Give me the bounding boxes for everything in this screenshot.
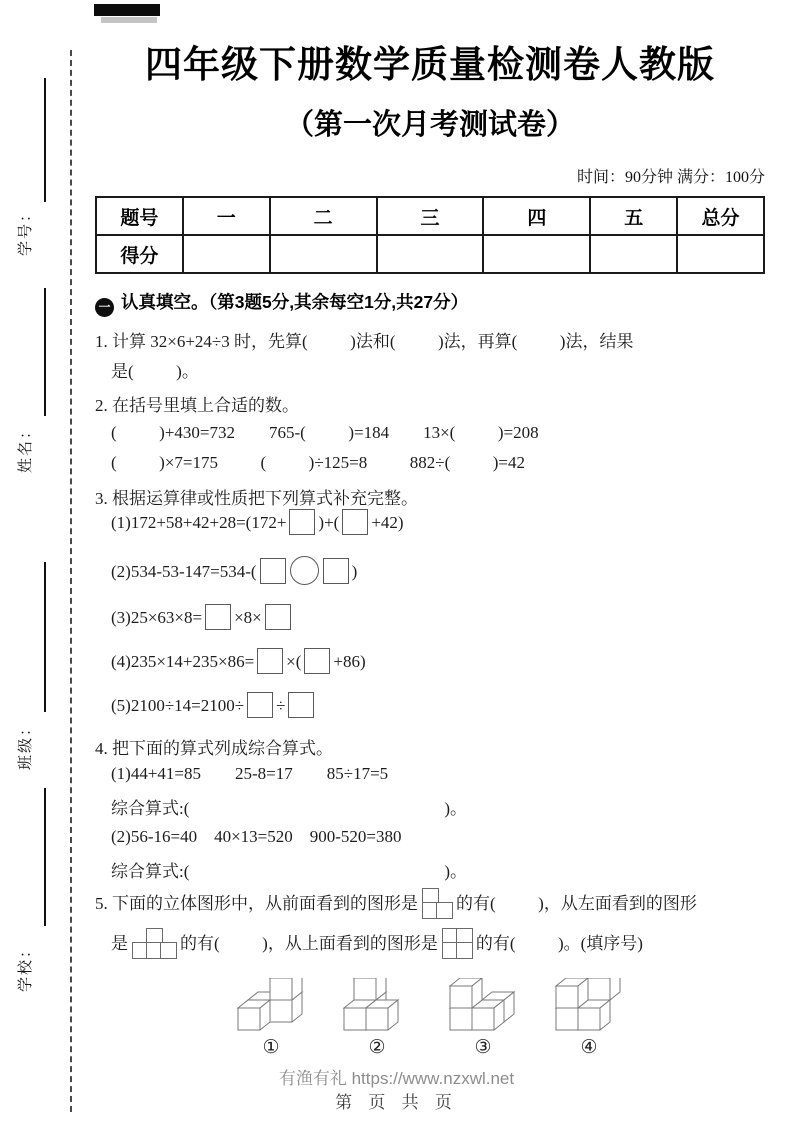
cube-face xyxy=(588,978,610,1000)
view-shape-cell xyxy=(160,942,177,959)
margin-write-line xyxy=(44,788,46,926)
score-cell xyxy=(270,235,377,273)
question-4-answer-1: 综合算式:( )。 xyxy=(111,799,468,818)
page-title: 四年级下册数学质量检测卷人教版 xyxy=(145,44,715,85)
answer-box xyxy=(289,509,315,535)
question-3-item-3: (3)25×63×8= ×8× xyxy=(111,604,793,630)
cube-figure-drawing xyxy=(445,978,521,1034)
question-5-line-2: 是 的有( )，从上面看到的图形是 的有( )。(填序号) xyxy=(111,928,793,958)
cube-face xyxy=(556,986,578,1008)
margin-write-line xyxy=(44,288,46,416)
view-shape xyxy=(132,928,176,958)
footer-watermark: 有渔有礼 https://www.nzxwl.net xyxy=(278,1069,515,1088)
binding-mark xyxy=(94,4,160,16)
question-2-line-2: ( )×7=175 ( )÷125=8 882÷( )=42 xyxy=(111,453,525,472)
cube-figures-row xyxy=(95,978,765,1058)
exam-info: 时间：90分钟 满分：100分 xyxy=(576,169,765,186)
figure-label: ③ xyxy=(474,1036,492,1058)
page-subtitle: （第一次月考测试卷） xyxy=(284,109,575,141)
margin-field-label: 学校： xyxy=(18,940,34,992)
question-4-group-1: (1)44+41=85 25-8=17 85÷17=5 xyxy=(111,764,389,783)
margin-field-label: 姓名： xyxy=(18,421,34,473)
answer-box xyxy=(247,692,273,718)
cube-figure xyxy=(339,978,415,1058)
score-header-cell: 三 xyxy=(377,197,484,235)
question-3-title: 3. 根据运算律或性质把下列算式补充完整。 xyxy=(95,489,418,508)
cube-face xyxy=(366,1008,388,1030)
section-1-heading xyxy=(95,289,468,317)
figure-label: ② xyxy=(368,1036,386,1058)
cube-face xyxy=(578,1008,600,1030)
score-table-score-row xyxy=(96,235,764,273)
score-table xyxy=(95,196,765,274)
question-3-item-4: (4)235×14+235×86= ×( +86) xyxy=(111,648,793,674)
question-2-line-1: ( )+430=732 765-( )=184 13×( )=208 xyxy=(111,423,539,442)
question-3-item-2: (2)534-53-147=534-( ) xyxy=(111,556,793,585)
figure-label: ① xyxy=(262,1036,280,1058)
cube-face xyxy=(556,1008,578,1030)
score-header-cell: 二 xyxy=(270,197,377,235)
footer-page-info: 第 页 共 页 xyxy=(335,1093,458,1112)
cube-figure xyxy=(445,978,521,1058)
score-cell xyxy=(590,235,677,273)
cube-face xyxy=(238,1008,260,1030)
score-header-cell: 总分 xyxy=(677,197,764,235)
answer-box xyxy=(265,604,291,630)
question-1-line-2: 是( )。 xyxy=(111,362,199,381)
cube-figure xyxy=(233,978,309,1058)
question-4-title: 4. 把下面的算式列成综合算式。 xyxy=(95,739,333,758)
view-shape xyxy=(422,888,452,918)
cube-face xyxy=(450,1008,472,1030)
margin-field-label: 班级： xyxy=(18,718,34,770)
score-table-header-row xyxy=(96,197,764,235)
operator-circle xyxy=(290,556,319,585)
section-1-title: 认真填空。（第3题5分,其余每空1分,共27分） xyxy=(121,292,469,312)
view-shape xyxy=(442,928,472,958)
question-5-line-1: 5. 下面的立体图形中，从前面看到的图形是 的有( )，从左面看到的图形 xyxy=(95,888,785,918)
question-1-line-1: 1. 计算 32×6+24÷3 时，先算( )法和( )法，再算( )法，结果 xyxy=(95,332,634,351)
view-shape-cell xyxy=(436,902,453,919)
answer-box xyxy=(260,558,286,584)
cube-face xyxy=(354,978,376,1000)
cube-face xyxy=(610,978,620,1000)
question-4-group-2: (2)56-16=40 40×13=520 900-520=380 xyxy=(111,827,402,846)
score-cell xyxy=(483,235,590,273)
figure-label: ④ xyxy=(580,1036,598,1058)
cube-face xyxy=(270,1000,292,1022)
cube-face xyxy=(344,1008,366,1030)
answer-box xyxy=(323,558,349,584)
cube-face xyxy=(450,986,472,1008)
score-header-cell: 五 xyxy=(590,197,677,235)
margin-field-label: 学号： xyxy=(18,204,34,256)
binding-mark-shadow xyxy=(101,17,157,23)
score-header-cell: 四 xyxy=(483,197,590,235)
seal-dashed-line xyxy=(70,50,72,1112)
score-header-cell: 一 xyxy=(183,197,270,235)
question-3-item-5: (5)2100÷14=2100÷ ÷ xyxy=(111,692,793,718)
question-2-title: 2. 在括号里填上合适的数。 xyxy=(95,396,299,415)
answer-box xyxy=(288,692,314,718)
answer-box xyxy=(257,648,283,674)
margin-write-line xyxy=(44,78,46,202)
cube-face xyxy=(472,1008,494,1030)
score-cell xyxy=(183,235,270,273)
question-4-answer-2: 综合算式:( )。 xyxy=(111,862,468,881)
cube-figure-drawing xyxy=(233,978,309,1034)
score-cell xyxy=(377,235,484,273)
margin-write-line xyxy=(44,562,46,712)
cube-face xyxy=(270,978,292,1000)
answer-box xyxy=(304,648,330,674)
score-row-label: 得分 xyxy=(96,235,183,273)
answer-box xyxy=(342,509,368,535)
view-shape-cell xyxy=(456,942,473,959)
score-cell xyxy=(677,235,764,273)
score-header-cell: 题号 xyxy=(96,197,183,235)
section-number-icon: 一 xyxy=(95,298,114,317)
cube-figure-drawing xyxy=(551,978,627,1034)
cube-figure-drawing xyxy=(339,978,415,1034)
answer-box xyxy=(205,604,231,630)
question-3-item-1: (1)172+58+42+28=(172+ )+( +42) xyxy=(111,509,793,535)
cube-figure xyxy=(551,978,627,1058)
